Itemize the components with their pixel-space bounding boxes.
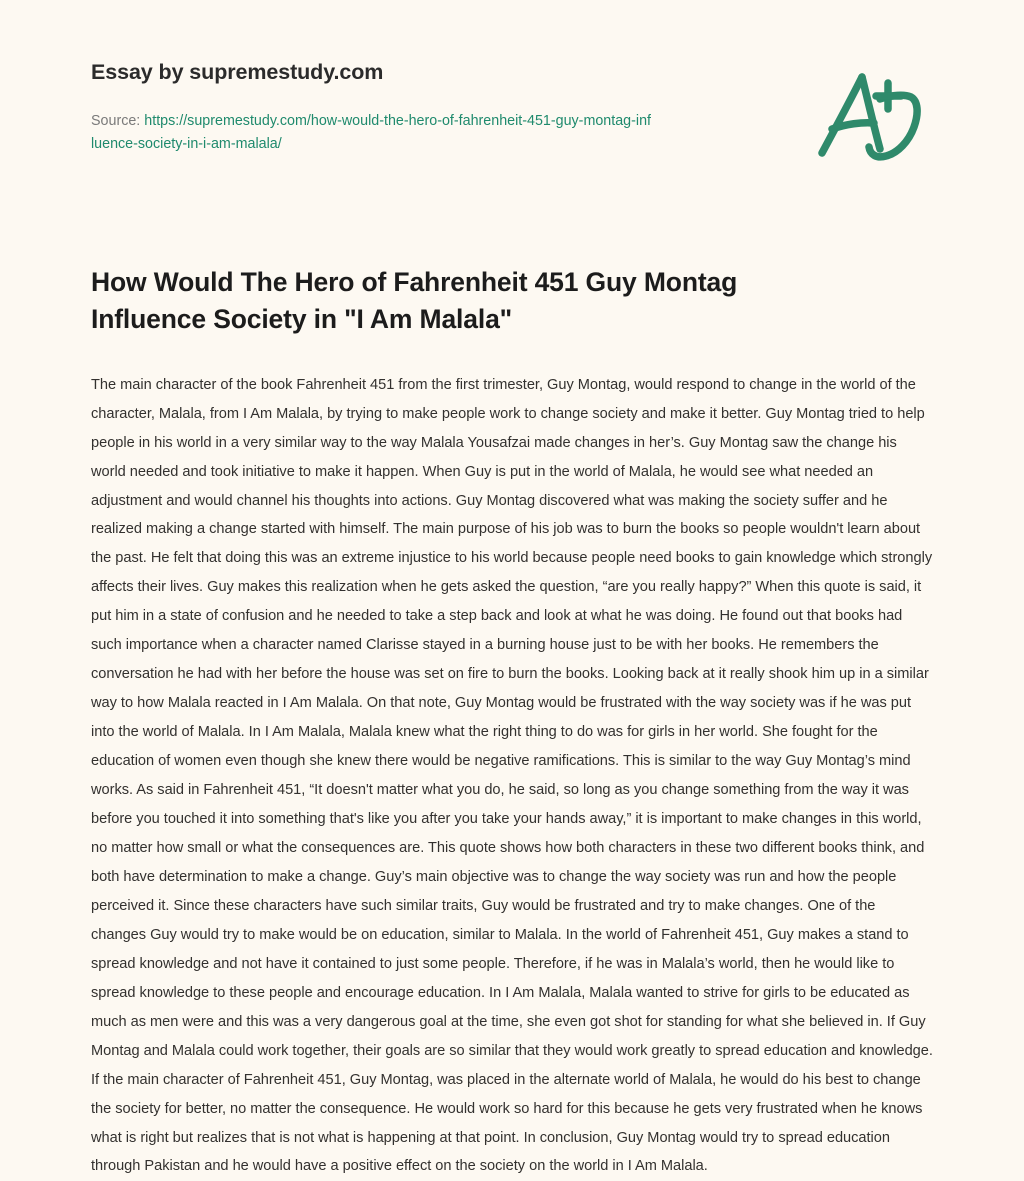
header-left-block xyxy=(91,57,731,156)
a-plus-handwritten-logo-icon xyxy=(810,65,928,169)
site-brand-title: Essay by supremestudy.com xyxy=(91,60,384,84)
document-header xyxy=(0,0,1024,169)
source-line xyxy=(91,110,651,156)
source-url-link[interactable]: https://supremestudy.com/how-would-the-hero-of-fahrenheit-451-guy-montag-influence-society-in-i-am-malala/ xyxy=(91,112,651,152)
page-title: How Would The Hero of Fahrenheit 451 Guy Montag Influence Society in "I Am Malala" xyxy=(91,267,738,335)
article-body xyxy=(91,371,933,1181)
article-paragraph: The main character of the book Fahrenheit 451 from the first trimester, Guy Montag, would respond to change in the world of the character, Malala, from I Am Malala, by trying to make people work to change society and make it better. Guy Montag tried to help people in his world in a very similar way to the way Malala Yousafzai made changes in her’s. Guy Montag saw the change his world needed and took initiative to make it happen. When Guy is put in the world of Malala, he would see what needed an adjustment and would channel his thoughts into actions. Guy Montag discovered what was making the society suffer and he realized making a change started with himself. The main purpose of his job was to burn the books so people wouldn't learn about the past. He felt that doing this was an extreme injustice to his world because people need books to gain knowledge which strongly affects their lives. Guy makes this realization when he gets asked the question, “are you really happy?” When this quote is said, it put him in a state of confusion and he needed to take a step back and look at what he was doing. He found out that books had such importance when a character named Clarisse stayed in a burning house just to be with her books. He remembers the conversation he had with her before the house was set on fire to burn the books. Looking back at it really shook him up in a similar way to how Malala reacted in I Am Malala. On that note, Guy Montag would be frustrated with the way society was if he was put into the world of Malala. In I Am Malala, Malala knew what the right thing to do was for girls in her world. She fought for the education of women even though she knew there would be negative ramifications. This is similar to the way Guy Montag’s mind works. As said in Fahrenheit 451, “It doesn't matter what you do, he said, so long as you change something from the way it was before you touched it into something that's like you after you take your hands away,” it is important to make changes in this world, no matter how small or what the consequences are. This quote shows how both characters in these two different books think, and both have determination to make a change. Guy’s main objective was to change the way society was run and how the people perceived it. Since these characters have such similar traits, Guy would be frustrated and try to make changes. One of the changes Guy would try to make would be on education, similar to Malala. In the world of Fahrenheit 451, Guy makes a stand to spread knowledge and not have it contained to just some people. Therefore, if he was in Malala’s world, then he would like to spread knowledge to these people and encourage education. In I Am Malala, Malala wanted to strive for girls to be educated as much as men were and this was a very dangerous goal at the time, she even got shot for standing for what she believed in. If Guy Montag and Malala could work together, their goals are so similar that they would work greatly to spread education and knowledge. If the main character of Fahrenheit 451, Guy Montag, was placed in the alternate world of Malala, he would do his best to change the society for better, no matter the consequence. He would work so hard for this because he gets very frustrated when he knows what is right but realizes that is not what is happening at that point. In conclusion, Guy Montag would try to spread education through Pakistan and he would have a positive effect on the society on the world in I Am Malala. xyxy=(91,376,933,1175)
source-label: Source: xyxy=(91,112,141,129)
article-container xyxy=(0,264,1024,1181)
header-right-block xyxy=(810,57,946,169)
